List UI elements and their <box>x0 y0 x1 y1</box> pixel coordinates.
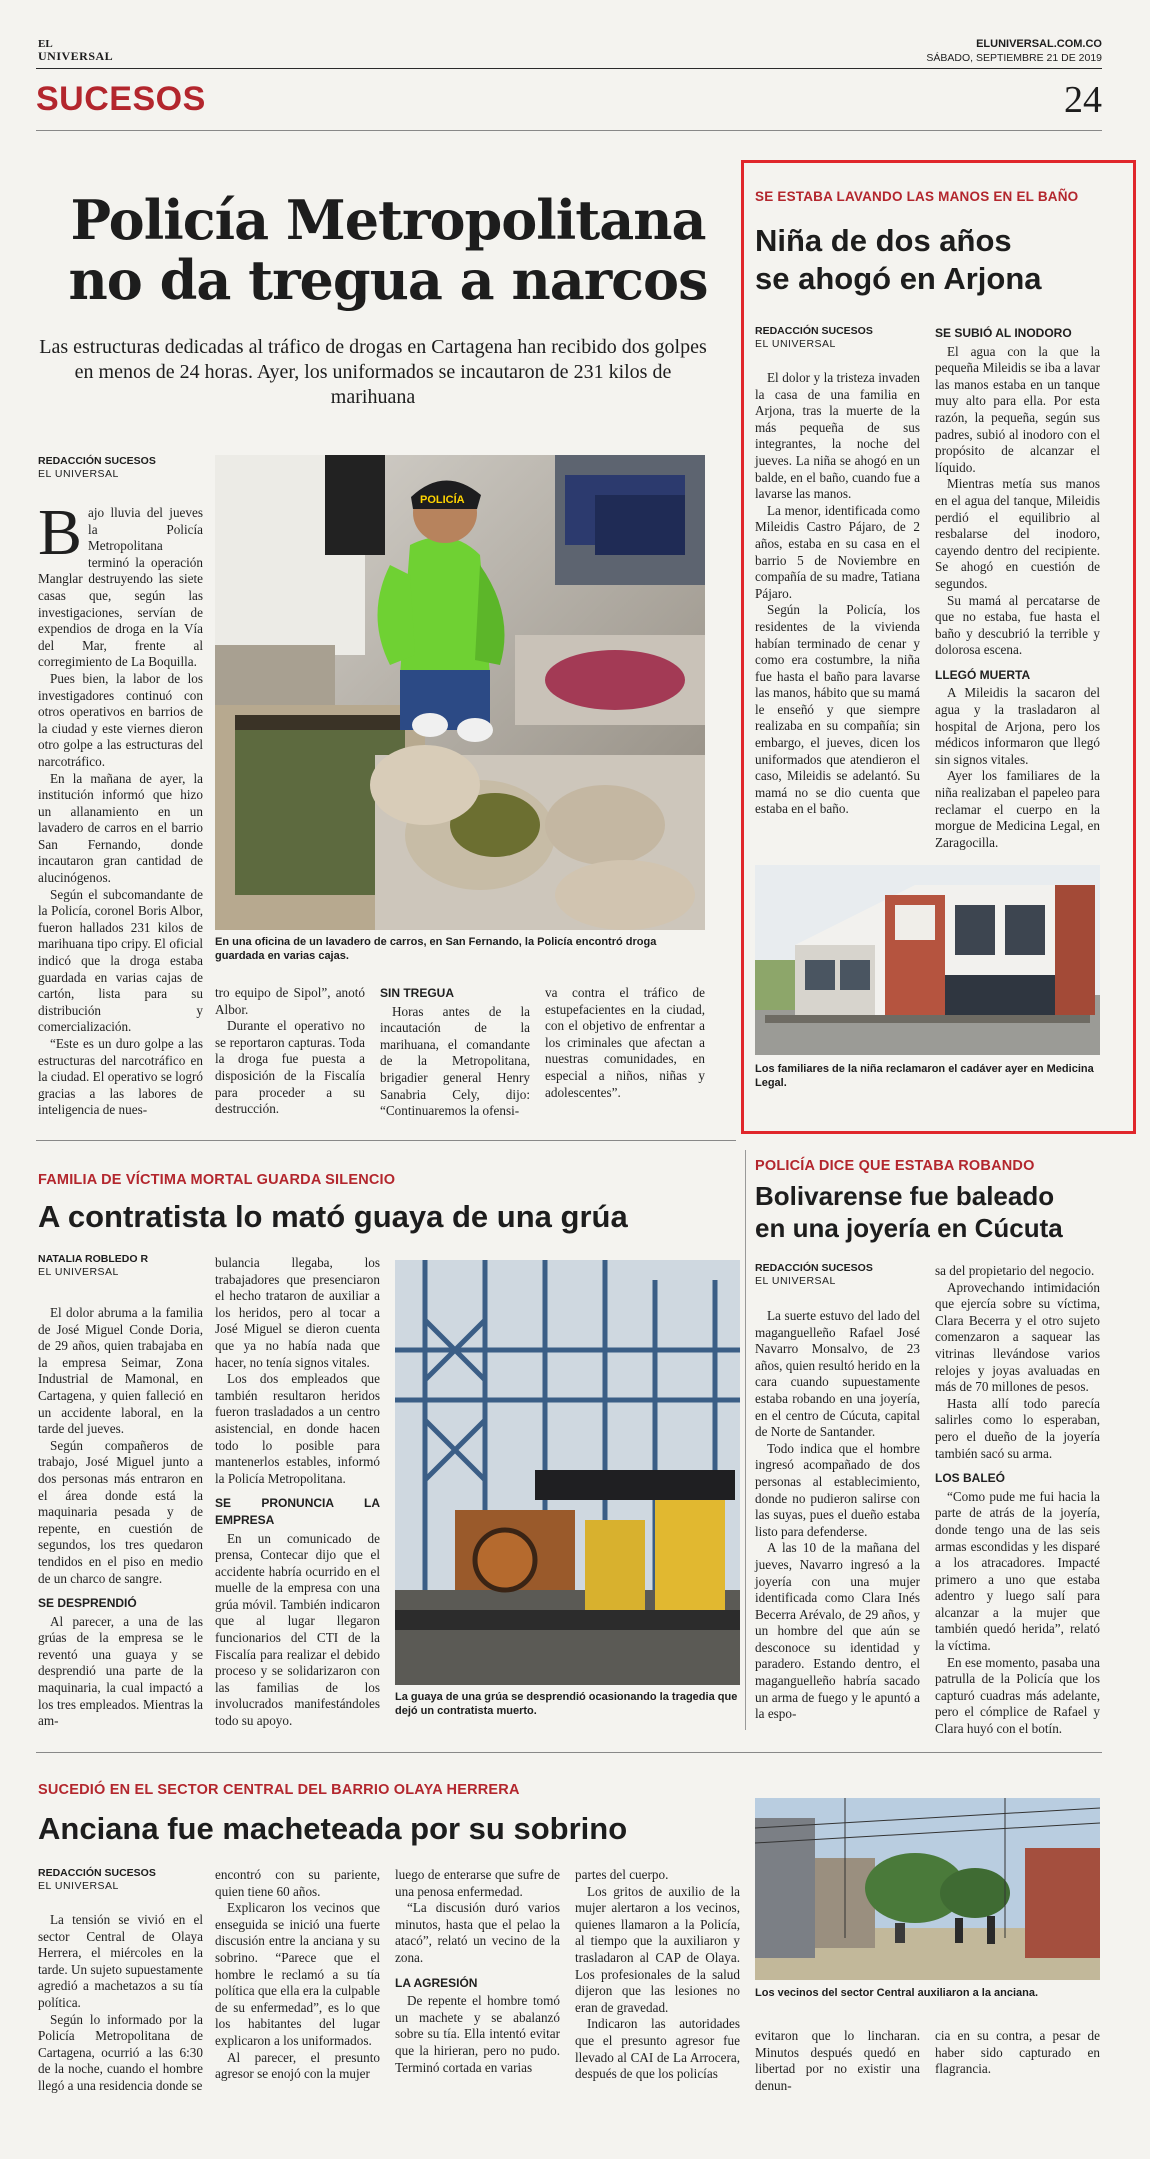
masthead-rule <box>36 68 1102 69</box>
paragraph: “Como pude me fui hacia la parte de atrás de la joyería, donde tengo una de las seis armas escondidas y les disparé a los atracadores. Impacté primero a uno que estaba adentro y luego salí para alcanzar a la mujer que también quedó herida”, relató la víctima. <box>935 1488 1100 1654</box>
story3-photo <box>395 1260 740 1685</box>
story5-col1 <box>38 1912 203 2095</box>
story2-subhead-llego-muerta: LLEGÓ MUERTA <box>935 667 1031 682</box>
paragraph: Aprovechando intimidación que ejercía sobre su víctima, Clara Becerra y el otro sujeto comenzaron a saquear las vitrinas llevándose varios relojes y joyas avaluadas en más de 70 millones de pesos. <box>935 1279 1100 1395</box>
paragraph: El dolor y la tristeza invaden la casa de una familia en Arjona, tras la muerte de la más pequeña de sus integrantes, la noche del jueves. La niña se ahogó en un balde, en el baño, cuando fue a lavarse las manos. <box>755 370 920 502</box>
paragraph: evitaron que lo lincharan. Minutos después quedó en libertad por no existir una denun- <box>755 2028 920 2093</box>
byline-name: REDACCIÓN SUCESOS <box>755 325 873 337</box>
paragraph: El agua con la que la pequeña Mileidis se iba a lavar las manos estaba en un tanque muy alto para ella. Por esta razón, la pequeña, según sus padres, subió al inodoro con el propósito de alcanzar el líquido. <box>935 343 1100 475</box>
paragraph: En la mañana de ayer, la institución informó que hizo un allanamiento en un lavadero de carros en el barrio San Fernando, donde incautaron gran cantidad de alucinógenos. <box>38 770 203 886</box>
upper-section-rule <box>36 1140 736 1141</box>
paragraph: Durante el operativo no se reportaron capturas. Toda la droga fue puesta a disposición de la Fiscalía para proceder a su destrucción. <box>215 1018 365 1117</box>
paragraph: Los gritos de auxilio de la mujer alertaron a los vecinos, quienes llamaron a la Policía, al tiempo que la auxiliaron y trasladaron al CAP de Olaya. Los profesionales de la salud dijeron que las lesiones no eran de gravedad. <box>575 1883 740 2015</box>
paragraph: partes del cuerpo. <box>575 1867 669 1882</box>
paragraph: va contra el tráfico de estupefacientes en la ciudad, con el objetivo de enfrentar a los criminales que afectan a nuestras comunidades, en especial a niños, niñas y adolescentes”. <box>545 985 705 1100</box>
story3-byline <box>38 1253 148 1279</box>
story1-col2 <box>215 985 365 1118</box>
story2-photo-caption: Los familiares de la niña reclamaron el cadáver ayer en Medicina Legal. <box>755 1063 1094 1089</box>
story5-headline: Anciana fue macheteada por su sobrino <box>38 1811 628 1846</box>
byline-org: EL UNIVERSAL <box>38 1266 119 1278</box>
story1-col1 <box>38 496 203 1119</box>
story1-subhead-sin-tregua: SIN TREGUA <box>380 986 455 1000</box>
story2-headline-line1: Niña de dos años <box>755 223 1012 258</box>
paragraph: Los dos empleados que también resultaron heridos fueron trasladados a un centro asistencial, en donde hacen todo lo posible para mantenerlos estables, informó la Policía Metropolitana. <box>215 1371 380 1486</box>
paragraph: encontró con su pariente, quien tiene 60 años. <box>215 1867 380 1899</box>
story5-col2 <box>215 1867 380 2083</box>
paragraph: Según la Policía, los residentes de la vivienda habían terminado de cenar y como era costumbre, la niña fue hasta el baño para lavarse las manos, hábito que su mamá le enseñó y que siempre realizaba en su compañía; sin embargo, el jueves, dicen los uniformados que atendieron el caso, Mileidis se adelantó. Su mamá no se dio cuenta que estaba en el baño. <box>755 602 920 817</box>
story2-headline <box>755 222 1042 298</box>
story1-byline <box>38 455 156 481</box>
story5-col3 <box>395 1867 560 2076</box>
story3-subhead-desprendio: SE DESPRENDIÓ <box>38 1596 137 1611</box>
byline-org: EL UNIVERSAL <box>38 1880 119 1892</box>
paragraph: Horas antes de la incautación de la marihuana, el comandante de la Metropolitana, brigadier general Henry Sanabria Cely, dijo: “Continuaremos la ofensi- <box>380 1003 530 1119</box>
site-url: ELUNIVERSAL.COM.CO <box>976 38 1102 50</box>
story1-lead: ajo lluvia del jueves la Policía Metropolitana terminó la operación Manglar destruyendo las siete casas que, según las investigaciones, servían de expendios de droga en la Vía del Mar, frente al corregimiento de La Boquilla. <box>38 505 203 670</box>
story4-col1 <box>755 1308 920 1723</box>
story4-headline <box>755 1180 1063 1244</box>
story1-headline-line2: no da tregua a narcos <box>68 248 708 312</box>
story4-col2 <box>935 1263 1100 1738</box>
medicina-legal-building-image <box>755 865 1100 1055</box>
story4-kicker: POLICÍA DICE QUE ESTABA ROBANDO <box>755 1158 1035 1174</box>
story3-kicker: FAMILIA DE VÍCTIMA MORTAL GUARDA SILENCIO <box>38 1172 396 1188</box>
story5-col4 <box>575 1867 740 2083</box>
paragraph: El dolor abruma a la familia de José Miguel Conde Doria, de 29 años, quien trabajaba en la empresa Seimar, Zona Industrial de Mamonal, en Cartagena, y quien falleció en un accidente laboral, en la tarde del jueves. <box>38 1305 203 1437</box>
story3-headline: A contratista lo mató guaya de una grúa <box>38 1199 628 1234</box>
paragraph: “Este es un duro golpe a las estructuras del narcotráfico en la ciudad. El operativo se logró gracias a las labores de inteligencia de nues- <box>38 1036 203 1118</box>
paragraph: En un comunicado de prensa, Contecar dijo que el accidente habría ocurrido en el muelle de la empresa con una grúa móvil. También indicaron que al lugar llegaron funcionarios del CTI de la Fiscalía para realizar el debido proceso y se solidarizaron con las familias de los involucrados manifestándoles todo su apoyo. <box>215 1530 380 1729</box>
paragraph: La tensión se vivió en el sector Central de Olaya Herrera, el miércoles en la tarde. Un sujeto supuestamente agredió a machetazos a su tía política. <box>38 1912 203 2010</box>
logo-top: EL <box>38 38 53 50</box>
story1-deck: Las estructuras dedicadas al tráfico de drogas en Cartagena han recibido dos golpes en menos de 24 horas. Ayer, los uniformados se incautaron de 231 kilos de marihuana <box>39 336 707 408</box>
byline-name: REDACCIÓN SUCESOS <box>38 455 156 467</box>
paragraph: La suerte estuvo del lado del maganguelleño Rafael José Navarro Monsalvo, de 23 años, quien resultó herido en la cara cuando supuestamente estaba robando en una joyería, en el centro de Cúcuta, capital de Norte de Santander. <box>755 1308 920 1440</box>
story1-col3 <box>380 985 530 1120</box>
paragraph: Ayer los familiares de la niña realizaban el papeleo para reclamar el cuerpo en la morgue de Medicina Legal, en Zaragocilla. <box>935 768 1100 850</box>
byline-name: REDACCIÓN SUCESOS <box>755 1262 873 1274</box>
paragraph: Pues bien, la labor de los investigadores continuó con otros operativos en barrios de la ciudad y este viernes dieron otro golpe a las estructuras del narcotráfico. <box>38 670 203 769</box>
paragraph: Indicaron las autoridades que el presunto agresor fue llevado al CAI de La Arrocera, después de que los policías <box>575 2016 740 2082</box>
story1-photo-caption: En una oficina de un lavadero de carros, en San Fernando, la Policía encontró droga guardada en varias cajas. <box>215 936 657 962</box>
story2-headline-line2: se ahogó en Arjona <box>755 261 1042 296</box>
story4-headline-line2: en una joyería en Cúcuta <box>755 1213 1063 1243</box>
section-name: SUCESOS <box>36 80 206 118</box>
story4-byline <box>755 1262 873 1288</box>
paragraph: cia en su contra, a pesar de haber sido capturado en flagrancia. <box>935 2028 1100 2077</box>
lower-section-rule <box>36 1752 1102 1753</box>
paragraph: A Mileidis la sacaron del agua y la trasladaron al hospital de Arjona, pero los médicos informaron que llegó sin signos vitales. <box>935 685 1100 767</box>
paragraph: Al parecer, a una de las grúas de la empresa se le reventó una guaya y se desprendió una parte de la maquinaria, la cual impactó a los tres empleados. Mientras la am- <box>38 1613 203 1729</box>
olaya-street-image <box>755 1798 1100 1980</box>
story1-headline <box>58 190 718 310</box>
story2-subhead-inodoro: SE SUBIÓ AL INODORO <box>935 326 1072 340</box>
story5-photo <box>755 1798 1100 1980</box>
story3-subhead-empresa: SE PRONUNCIA LA EMPRESA <box>215 1496 380 1527</box>
story2-byline <box>755 325 873 351</box>
photo-cap-text: POLICÍA <box>420 494 465 506</box>
paragraph: Explicaron los vecinos que enseguida se inició una fuerte discusión entre la anciana y su sobrino. “Parece que el hombre le reclamó a su tía política que ella era la culpable de su enfermedad”, es lo que los habitantes del lugar explicaron a los uniformados. <box>215 1900 380 2048</box>
paragraph: tro equipo de Sipol”, anotó Albor. <box>215 985 365 1017</box>
paragraph: Al parecer, el presunto agresor se enojó con la mujer <box>215 2049 380 2082</box>
paragraph: La menor, identificada como Mileidis Castro Pájaro, de 2 años, estaba en su casa en el barrio 5 de Noviembre en compañía de su madre, Tatiana Pájaro. <box>755 502 920 601</box>
paragraph: Todo indica que el hombre ingresó acompañado de dos personas al establecimiento, donde no pudieron salirse con las suyas, pues el dueño estaba listo para defenderse. <box>755 1440 920 1539</box>
page-number: 24 <box>1064 79 1102 121</box>
paragraph: Según el subcomandante de la Policía, coronel Boris Albor, fueron hallados 231 kilos de marihuana tipo cripy. El oficial indicó que la droga estaba guardada en varias cajas de cartón, lista para su distribución y comercialización. <box>38 886 203 1035</box>
story5-byline <box>38 1867 156 1893</box>
paragraph: sa del propietario del negocio. <box>935 1263 1095 1278</box>
paragraph: Según lo informado por la Policía Metropolitana de Cartagena, ocurrió a las 6:30 de la noche, cuando el hombre llegó a una residencia donde se <box>38 2011 203 2093</box>
story3-col1 <box>38 1305 203 1730</box>
masthead-logo <box>38 38 113 62</box>
issue-date: SÁBADO, SEPTIEMBRE 21 DE 2019 <box>926 52 1102 64</box>
paragraph: luego de enterarse que sufre de una penosa enfermedad. <box>395 1867 560 1899</box>
paragraph: En ese momento, pasaba una patrulla de la Policía que los capturó cuadras más adelante, pero el cómplice de Rafael y Clara huyó con el botín. <box>935 1654 1100 1737</box>
section-rule <box>36 130 1102 131</box>
byline-org: EL UNIVERSAL <box>755 1275 836 1287</box>
byline-name: REDACCIÓN SUCESOS <box>38 1867 156 1879</box>
paragraph: De repente el hombre tomó un machete y se abalanzó sobre su tía. Ella intentó evitar que la hirieran, pero no pudo. Terminó cortada en varias <box>395 1993 560 2075</box>
story4-subhead-baleo: LOS BALEÓ <box>935 1471 1006 1486</box>
story2-col1 <box>755 370 920 818</box>
mid-column-rule <box>745 1150 746 1730</box>
paragraph: bulancia llegaba, los trabajadores que presenciaron el hecho trataron de auxiliar a los heridos, pero al tocar a José Miguel se dieron cuenta que ya no había nada que hacer, no tenía signos vitales. <box>215 1255 380 1370</box>
story5-col6 <box>935 2028 1100 2078</box>
crane-image <box>395 1260 740 1685</box>
byline-org: EL UNIVERSAL <box>38 468 119 480</box>
story5-col5 <box>755 2028 920 2094</box>
paragraph: Hasta allí todo parecía salirles como lo esperaban, pero el dueño de la joyería también sacó su arma. <box>935 1395 1100 1461</box>
paragraph: “La discusión duró varios minutos, hasta que el pelao la atacó”, relató un vecino de la zona. <box>395 1900 560 1965</box>
paragraph: Su mamá al percatarse de que no estaba, fue hasta el baño y descubrió la terrible y dolorosa escena. <box>935 592 1100 658</box>
story3-col2 <box>215 1255 380 1730</box>
paragraph: A las 10 de la mañana del jueves, Navarro ingresó a la joyería con una mujer identificada como Clara Inés Becerra Arévalo, de 29 años, y un hombre del que aún se desconoce su identidad y paradero. Estando dentro, el maganguelleño habría sacado un arma de fuego y le apuntó a la espo- <box>755 1540 920 1722</box>
story2-col2 <box>935 325 1100 851</box>
dropcap: B <box>38 496 83 569</box>
byline-org: EL UNIVERSAL <box>755 338 836 350</box>
story1-headline-line1: Policía Metropolitana <box>70 188 706 252</box>
paragraph: Según compañeros de trabajo, José Miguel junto a dos personas más entraron en el área donde está la maquinaria pesada y de repente, en cuestión de segundos, los tres quedaron tendidos en el piso en medio de un charco de sangre. <box>38 1437 203 1586</box>
story5-kicker: SUCEDIÓ EN EL SECTOR CENTRAL DEL BARRIO OLAYA HERRERA <box>38 1782 520 1798</box>
paragraph: Mientras metía sus manos en el agua del tanque, Mileidis perdió el equilibrio al resbalarse del inodoro, cayendo dentro del recipiente. Se ahogó en cuestión de segundos. <box>935 476 1100 591</box>
story2-photo <box>755 865 1100 1055</box>
story1-photo <box>215 455 705 930</box>
drug-seizure-image <box>215 455 705 930</box>
story2-kicker: SE ESTABA LAVANDO LAS MANOS EN EL BAÑO <box>755 189 1079 204</box>
byline-name: NATALIA ROBLEDO R <box>38 1253 149 1265</box>
story5-subhead-agresion: LA AGRESIÓN <box>395 1975 478 1990</box>
story1-col4 <box>545 985 705 1101</box>
story5-photo-caption: Los vecinos del sector Central auxiliaron a la anciana. <box>755 1987 1039 1999</box>
logo-bottom: UNIVERSAL <box>38 49 114 63</box>
story3-photo-caption: La guaya de una grúa se desprendió ocasionando la tragedia que dejó un contratista muerto. <box>395 1691 738 1717</box>
story4-headline-line1: Bolivarense fue baleado <box>755 1181 1055 1211</box>
